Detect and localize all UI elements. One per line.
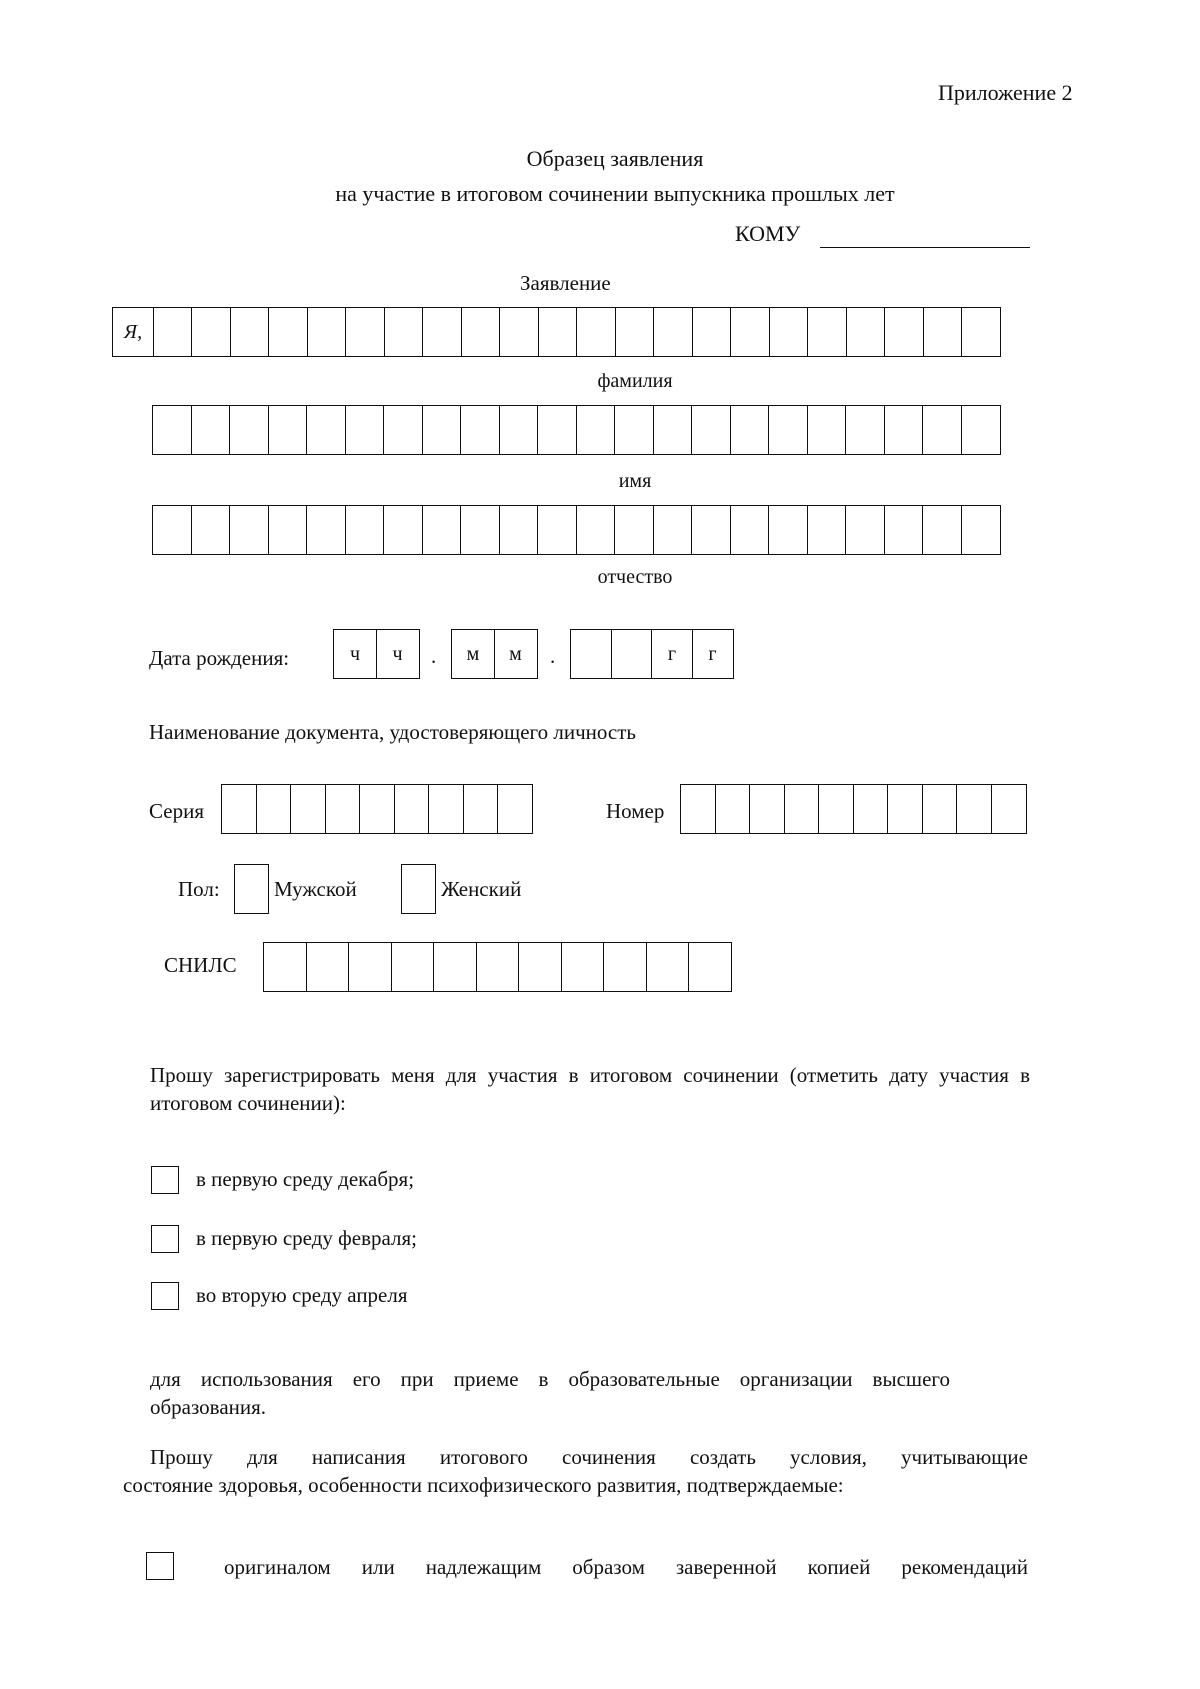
name-cell[interactable] [884, 405, 924, 455]
number-cell[interactable] [680, 784, 716, 834]
patronymic-cell[interactable] [537, 505, 577, 555]
patronymic-caption: отчество [597, 566, 673, 588]
birth-year-cell[interactable]: г [651, 629, 693, 679]
snils-cell[interactable] [433, 942, 477, 992]
birth-day-cells [333, 629, 420, 679]
patronymic-cell[interactable] [268, 505, 308, 555]
option-february-checkbox[interactable] [151, 1225, 179, 1253]
patronymic-cell[interactable] [922, 505, 962, 555]
surname-cell[interactable] [730, 307, 770, 357]
surname-cell[interactable] [345, 307, 385, 357]
purpose-text: для использования его при приеме в образовательные организации высшего образования. [150, 1367, 950, 1419]
patronymic-cell[interactable] [961, 505, 1001, 555]
surname-cell[interactable] [191, 307, 231, 357]
name-caption: имя [618, 470, 652, 492]
patronymic-cell[interactable] [383, 505, 423, 555]
birth-day-cell[interactable]: ч [376, 629, 420, 679]
name-cell[interactable] [961, 405, 1001, 455]
number-cell[interactable] [922, 784, 958, 834]
patronymic-cell[interactable] [306, 505, 346, 555]
patronymic-cell[interactable] [152, 505, 192, 555]
birth-month-cell[interactable]: м [494, 629, 538, 679]
option-april-label: во вторую среду апреля [196, 1283, 408, 1307]
snils-cell[interactable] [348, 942, 392, 992]
option-december-label: в первую среду декабря; [196, 1167, 415, 1191]
i-prefix: Я, [112, 307, 154, 357]
name-row [152, 405, 1001, 455]
option-december-checkbox[interactable] [151, 1166, 179, 1194]
to-label: КОМУ [735, 221, 801, 246]
name-cell[interactable] [268, 405, 308, 455]
name-cell[interactable] [730, 405, 770, 455]
patronymic-cell[interactable] [499, 505, 539, 555]
date-separator: . [431, 644, 437, 668]
series-cell[interactable] [463, 784, 499, 834]
series-label: Серия [149, 799, 204, 823]
patronymic-cell[interactable] [460, 505, 500, 555]
name-cell[interactable] [152, 405, 192, 455]
male-label: Мужской [274, 877, 357, 901]
number-cell[interactable] [853, 784, 889, 834]
patronymic-cell[interactable] [229, 505, 269, 555]
surname-cell[interactable] [884, 307, 924, 357]
birth-day-cell[interactable]: ч [333, 629, 377, 679]
name-cell[interactable] [345, 405, 385, 455]
snils-cell[interactable] [391, 942, 435, 992]
name-cell[interactable] [537, 405, 577, 455]
birth-year-cell[interactable] [570, 629, 612, 679]
number-cell[interactable] [991, 784, 1027, 834]
patronymic-cell[interactable] [191, 505, 231, 555]
gender-label: Пол: [178, 877, 220, 901]
statement-heading: Заявление [520, 271, 611, 295]
name-cell[interactable] [460, 405, 500, 455]
surname-cell[interactable] [923, 307, 963, 357]
surname-cell[interactable] [268, 307, 308, 357]
request-text: Прошу зарегистрировать меня для участия в итоговом сочинении (отметить дату участия в итоговом сочинении): [150, 1063, 1030, 1115]
snils-cell[interactable] [306, 942, 350, 992]
surname-cell[interactable] [153, 307, 193, 357]
series-cell[interactable] [256, 784, 292, 834]
name-cell[interactable] [499, 405, 539, 455]
surname-caption: фамилия [597, 370, 673, 392]
name-cell[interactable] [306, 405, 346, 455]
number-cell[interactable] [887, 784, 923, 834]
snils-cells [263, 942, 732, 992]
number-cells [680, 784, 1027, 834]
surname-cell[interactable] [538, 307, 578, 357]
surname-cell[interactable] [499, 307, 539, 357]
name-cell[interactable] [614, 405, 654, 455]
patronymic-cell[interactable] [345, 505, 385, 555]
surname-cell[interactable] [422, 307, 462, 357]
female-label: Женский [441, 877, 522, 901]
series-cell[interactable] [290, 784, 326, 834]
appendix-label: Приложение 2 [938, 80, 1073, 105]
series-cells [221, 784, 533, 834]
form-subtitle: на участие в итоговом сочинении выпускника прошлых лет [335, 181, 895, 206]
surname-cell[interactable] [384, 307, 424, 357]
name-cell[interactable] [922, 405, 962, 455]
number-label: Номер [606, 799, 665, 823]
number-cell[interactable] [784, 784, 820, 834]
snils-cell[interactable] [263, 942, 307, 992]
name-cell[interactable] [422, 405, 462, 455]
name-cell[interactable] [768, 405, 808, 455]
name-cell[interactable] [653, 405, 693, 455]
name-cell[interactable] [845, 405, 885, 455]
patronymic-cell[interactable] [730, 505, 770, 555]
birth-year-cell[interactable] [611, 629, 653, 679]
surname-row [112, 307, 1001, 357]
conditions-line1: Прошу для написания итогового сочинения создать условия, учитывающие [150, 1445, 1028, 1469]
surname-cell[interactable] [230, 307, 270, 357]
series-cell[interactable] [359, 784, 395, 834]
birth-year-cells [570, 629, 734, 679]
recommendations-label: оригиналом или надлежащим образом заверенной копией рекомендаций [224, 1555, 1028, 1579]
option-april-checkbox[interactable] [151, 1282, 179, 1310]
surname-cell[interactable] [653, 307, 693, 357]
snils-cell[interactable] [688, 942, 732, 992]
surname-cell[interactable] [461, 307, 501, 357]
date-separator: . [550, 644, 556, 668]
birth-date-label: Дата рождения: [149, 646, 290, 670]
patronymic-row [152, 505, 1001, 555]
number-cell[interactable] [749, 784, 785, 834]
surname-cell[interactable] [807, 307, 847, 357]
surname-cell[interactable] [692, 307, 732, 357]
option-february-label: в первую среду февраля; [196, 1226, 417, 1250]
patronymic-cell[interactable] [845, 505, 885, 555]
birth-month-cells [451, 629, 538, 679]
series-cell[interactable] [325, 784, 361, 834]
male-checkbox[interactable] [234, 864, 269, 914]
patronymic-cell[interactable] [807, 505, 847, 555]
id-document-label: Наименование документа, удостоверяющего личность [149, 720, 637, 744]
surname-cell[interactable] [576, 307, 616, 357]
recommendations-checkbox[interactable] [146, 1552, 174, 1580]
form-title: Образец заявления [526, 146, 704, 171]
snils-cell[interactable] [603, 942, 647, 992]
patronymic-cell[interactable] [576, 505, 616, 555]
patronymic-cell[interactable] [691, 505, 731, 555]
series-cell[interactable] [428, 784, 464, 834]
snils-cell[interactable] [561, 942, 605, 992]
name-cell[interactable] [229, 405, 269, 455]
patronymic-cell[interactable] [653, 505, 693, 555]
patronymic-cell[interactable] [422, 505, 462, 555]
name-cell[interactable] [807, 405, 847, 455]
number-cell[interactable] [818, 784, 854, 834]
surname-cell[interactable] [846, 307, 886, 357]
name-cell[interactable] [576, 405, 616, 455]
surname-cell[interactable] [769, 307, 809, 357]
snils-cell[interactable] [518, 942, 562, 992]
female-checkbox[interactable] [401, 864, 436, 914]
snils-cell[interactable] [646, 942, 690, 992]
birth-month-cell[interactable]: м [451, 629, 495, 679]
name-cell[interactable] [191, 405, 231, 455]
surname-cell[interactable] [615, 307, 655, 357]
series-cell[interactable] [221, 784, 257, 834]
name-cell[interactable] [691, 405, 731, 455]
birth-year-cell[interactable]: г [692, 629, 734, 679]
name-cell[interactable] [383, 405, 423, 455]
series-cell[interactable] [394, 784, 430, 834]
patronymic-cell[interactable] [614, 505, 654, 555]
patronymic-cell[interactable] [768, 505, 808, 555]
series-cell[interactable] [497, 784, 533, 834]
conditions-line2: состояние здоровья, особенности психофизического развития, подтверждаемые: [123, 1473, 844, 1497]
snils-cell[interactable] [476, 942, 520, 992]
surname-cell[interactable] [961, 307, 1001, 357]
snils-label: СНИЛС [164, 953, 237, 977]
surname-cell[interactable] [307, 307, 347, 357]
number-cell[interactable] [715, 784, 751, 834]
number-cell[interactable] [956, 784, 992, 834]
to-blank-line[interactable] [820, 247, 1030, 248]
patronymic-cell[interactable] [884, 505, 924, 555]
